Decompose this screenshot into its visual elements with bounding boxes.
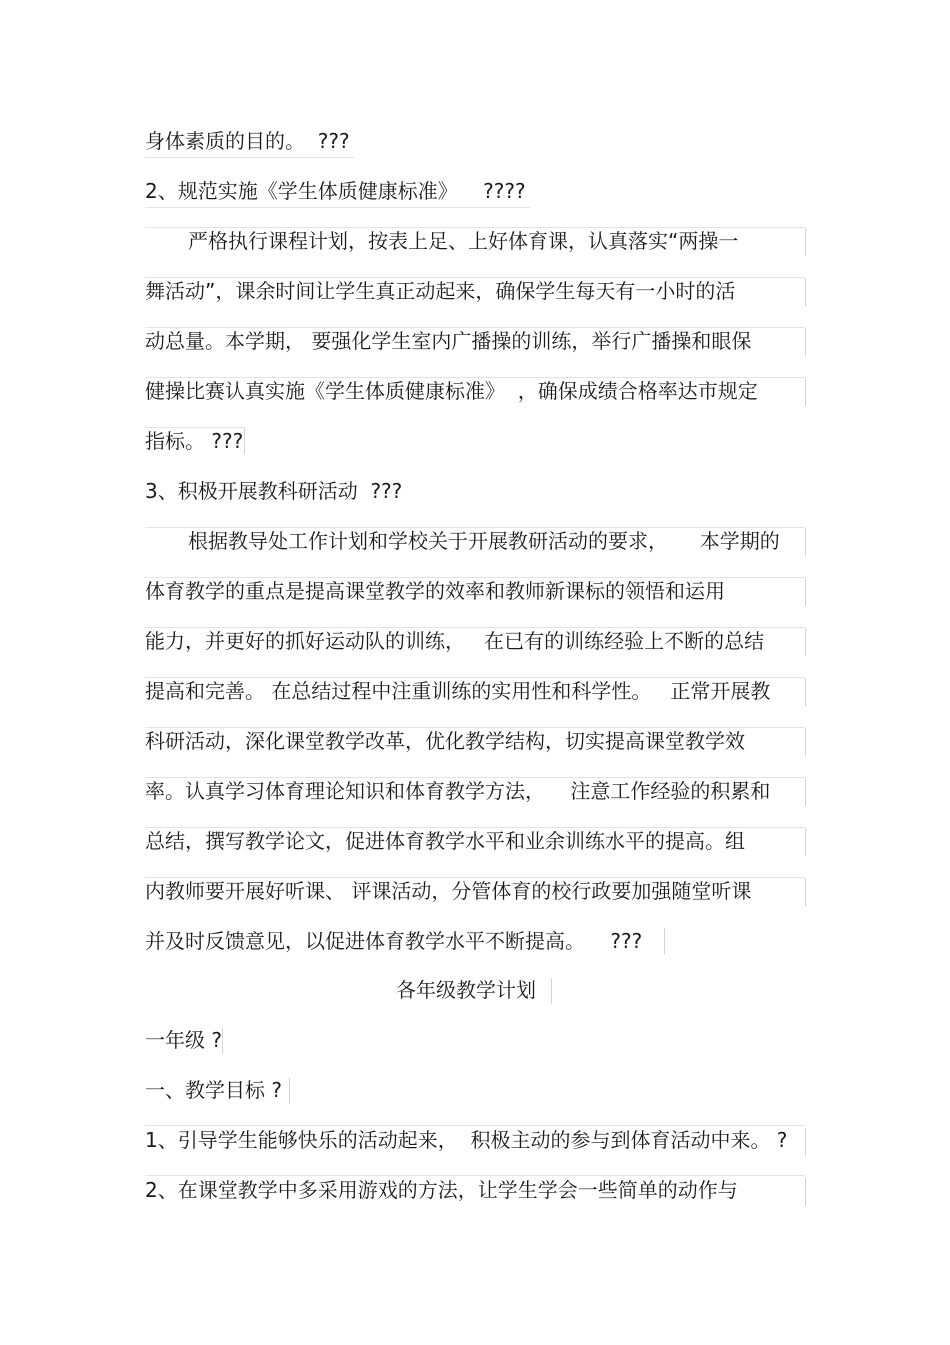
paragraph-line: 科研活动，深化课堂教学改革，优化教学结构，切实提高课堂教学效 [145, 729, 745, 753]
scan-edge [664, 928, 665, 954]
list-item: 2、在课堂教学中多采用游戏的方法，让学生学会一些简单的动作与 [145, 1178, 738, 1202]
paragraph-line: 率。认真学习体育理论知识和体育教学方法， 注意工作经验的积累和 [145, 779, 771, 803]
scan-edge [805, 278, 806, 306]
scan-edge [805, 828, 806, 856]
scan-rule [145, 877, 805, 878]
scan-edge [805, 778, 806, 806]
grade-heading: 一年级 ? [145, 1028, 222, 1052]
section-heading: 3、积极开展教科研活动 ??? [145, 479, 403, 503]
scan-rule [145, 627, 805, 628]
scan-edge [805, 228, 806, 256]
scan-rule [145, 777, 805, 778]
list-item: 1、引导学生能够快乐的活动起来， 积极主动的参与到体育活动中来。 ? [145, 1128, 788, 1152]
scan-edge [244, 428, 245, 454]
scan-edge [805, 878, 806, 906]
paragraph-line: 内教师要开展好听课、 评课活动，分管体育的校行政要加强随堂听课 [145, 879, 752, 903]
scan-edge [805, 328, 806, 356]
section-heading: 2、规范实施《学生体质健康标准》 ???? [145, 179, 526, 203]
centered-title: 各年级教学计划 [396, 978, 536, 1002]
scan-rule [145, 277, 805, 278]
paragraph-line: 总结，撰写教学论文，促进体育教学水平和业余训练水平的提高。组 [145, 829, 745, 853]
scan-rule [145, 527, 805, 528]
scan-edge [805, 578, 806, 606]
scan-rule [145, 727, 805, 728]
paragraph-line: 并及时反馈意见，以促进体育教学水平不断提高。 ??? [145, 929, 643, 953]
scan-edge [805, 378, 806, 406]
scan-rule [145, 227, 805, 228]
scan-edge [222, 1028, 223, 1054]
paragraph-line: 体育教学的重点是提高课堂教学的效率和教师新课标的领悟和运用 [145, 579, 725, 603]
scan-rule [145, 427, 245, 428]
paragraph-line: 健操比赛认真实施《学生体质健康标准》 ，确保成绩合格率达市规定 [145, 379, 758, 403]
section-heading: 一、教学目标 ? [145, 1078, 282, 1102]
text-line: 身体素质的目的。 ??? [145, 129, 350, 153]
paragraph-line: 根据教导处工作计划和学校关于开展教研活动的要求， 本学期的 [188, 529, 780, 553]
scan-rule [145, 827, 805, 828]
scan-rule [145, 157, 355, 158]
scan-edge [805, 728, 806, 756]
scan-edge [805, 528, 806, 556]
scan-rule [145, 677, 805, 678]
paragraph-line: 严格执行课程计划，按表上足、上好体育课，认真落实“两操一 [188, 229, 739, 253]
scan-edge [805, 678, 806, 706]
scan-rule [145, 377, 805, 378]
scan-edge [805, 628, 806, 656]
paragraph-line: 指标。 ??? [145, 429, 244, 453]
scan-rule [145, 207, 530, 208]
scan-edge [289, 1078, 290, 1104]
scan-edge [805, 1178, 806, 1206]
scan-rule [145, 1125, 805, 1126]
scan-edge [805, 1128, 806, 1156]
paragraph-line: 提高和完善。 在总结过程中注重训练的实用性和科学性。 正常开展教 [145, 679, 771, 703]
scan-rule [145, 577, 805, 578]
scan-edge [551, 978, 552, 1004]
scan-rule [145, 327, 805, 328]
paragraph-line: 舞活动”，课余时间让学生真正动起来，确保学生每天有一小时的活 [145, 279, 736, 303]
paragraph-line: 能力，并更好的抓好运动队的训练， 在已有的训练经验上不断的总结 [145, 629, 765, 653]
scan-rule [145, 1175, 805, 1176]
paragraph-line: 动总量。本学期， 要强化学生室内广播操的训练，举行广播操和眼保 [145, 329, 752, 353]
